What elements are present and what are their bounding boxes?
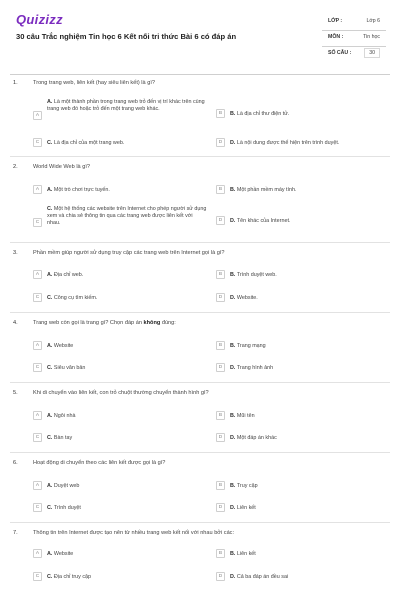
worksheet-header [0,0,400,76]
option-box: D [216,216,225,225]
option-letter: C. [47,573,53,580]
option-letter: C. [47,364,53,371]
option-text: Liên kết [236,550,256,557]
option-box: C [33,218,42,227]
option-text: Website. [236,294,258,301]
option-text: Siêu văn bản [53,364,86,371]
meta-count-label: SỐ CÂU : [328,50,352,56]
option-box: B [216,549,225,558]
question-number: 3. [13,250,18,256]
question-text: Trang web còn gọi là trang gì? Chọn đáp án không đúng: [33,320,176,326]
option-text: Một đáp án khác [236,434,277,441]
option-box: B [216,185,225,194]
option-text: Một trò chơi trực tuyến. [53,186,110,193]
option-letter: B. [230,271,236,278]
option-letter: B. [230,186,236,193]
option-text: Truy cập [236,482,258,489]
question-text: World Wide Web là gì? [33,164,90,170]
option-text: Trình duyệt [53,504,81,511]
header-divider [10,74,390,75]
option-letter: D. [230,294,236,301]
page-title: 30 câu Trắc nghiệm Tin học 6 Kết nối tri thức Bài 6 có đáp án [16,32,237,41]
option-box: A [33,111,42,120]
option-box: C [33,572,42,581]
option-letter: A. [47,271,53,278]
option-box: C [33,433,42,442]
option-box: B [216,411,225,420]
question-number: 2. [13,164,18,170]
meta-count-value: 30 [364,48,380,58]
question-text: Phần mềm giúp người sử dụng truy cập các trang web trên Internet gọi là gì? [33,250,225,256]
option-box: D [216,138,225,147]
option-box: B [216,270,225,279]
emphasis-text: không [143,320,161,326]
option-letter: A. [47,550,53,557]
option-text: Mũi tên [236,412,255,419]
option-text: Trang hình ảnh [236,364,274,371]
meta-subject [322,30,392,46]
option-box: B [216,481,225,490]
option-text: Duyệt web [53,482,80,489]
option-text: Là địa chỉ thư điện tử. [236,110,290,117]
question-text: Thông tin trên Internet được tạo nên từ nhiều trang web kết nối với nhau bởi các: [33,530,235,536]
option-text: Một phần mềm máy tính. [236,186,297,193]
option-box: D [216,433,225,442]
option-letter: A. [47,186,53,193]
quizizz-logo: Quizizz [16,12,63,27]
option-box: A [33,549,42,558]
question-number: 7. [13,530,18,536]
option-text: Bàn tay [53,434,73,441]
option-text: Địa chỉ web. [53,271,84,278]
option-box: D [216,363,225,372]
question-divider [10,522,390,523]
option-letter: C. [47,139,53,146]
option-box: C [33,503,42,512]
question-number: 4. [13,320,18,326]
option-letter: D. [230,573,236,580]
option-letter: B. [230,550,236,557]
option-text: Công cụ tìm kiếm. [53,294,98,301]
option-letter: B. [230,342,236,349]
option-text: Một hệ thống các website trên Internet cho phép người sử dụng xem và chia sẻ thông tin qua các trang web được liên kết với nhau. [47,206,207,226]
meta-subject-value: Tin học [363,34,380,40]
question-divider [10,156,390,157]
option-box: D [216,572,225,581]
question-divider [10,452,390,453]
option-letter: C. [47,206,53,212]
option-letter: D. [230,504,236,511]
option-text: Cả ba đáp án đều sai [236,573,289,580]
option-box: A [33,270,42,279]
option-box: A [33,341,42,350]
option-box: B [216,109,225,118]
meta-count [322,46,392,62]
option-text: Trình duyệt web. [236,271,277,278]
question-number: 5. [13,390,18,396]
option-letter: B. [230,412,236,419]
option-text: Tên khác của Internet. [236,217,291,224]
question-number: 6. [13,460,18,466]
option-letter: A. [47,342,53,349]
option-box: C [33,363,42,372]
option-letter: C. [47,504,53,511]
meta-subject-label: MÔN : [328,34,344,40]
option-box: C [33,293,42,302]
option-letter: B. [230,110,236,117]
option-box: A [33,185,42,194]
option-box: C [33,138,42,147]
option-letter: B. [230,482,236,489]
option-text: Là địa chỉ của một trang web. [53,139,125,146]
meta-class-label: LỚP : [328,18,343,24]
option-box: D [216,503,225,512]
option-box: A [33,411,42,420]
option-letter: D. [230,217,236,224]
option-letter: D. [230,139,236,146]
option-letter: D. [230,434,236,441]
question-number: 1. [13,80,18,86]
option-letter: A. [47,412,53,419]
option-letter: D. [230,364,236,371]
option-text: Là một thành phần trong trang web trỏ đến vị trí khác trên cùng trang web đó hoặc trỏ đến một trang web khác. [47,99,205,112]
question-text: Khi di chuyển vào liên kết, con trỏ chuột thường chuyển thành hình gì? [33,390,209,396]
question-divider [10,312,390,313]
option-letter: A. [47,99,53,105]
option-text: Địa chỉ truy cập [53,573,92,580]
option-letter: C. [47,294,53,301]
option-letter: C. [47,434,53,441]
option-text: Trang mạng [236,342,266,349]
option-text: Website [53,550,74,557]
option-box: D [216,293,225,302]
question-text: Trong trang web, liên kết (hay siêu liên kết) là gì? [33,80,155,86]
question-divider [10,242,390,243]
option-text: Liên kết [236,504,256,511]
option-box: B [216,341,225,350]
option-letter: A. [47,482,53,489]
option-text: Là nội dung được thể hiện trên trình duyệt. [236,139,340,146]
question-divider [10,382,390,383]
option-text: Website [53,342,74,349]
meta-class [322,14,392,30]
option-box: A [33,481,42,490]
option-text: Ngôi nhà [53,412,76,419]
question-text: Hoạt động di chuyển theo các liên kết được gọi là gì? [33,460,166,466]
meta-class-value: Lớp 6 [366,18,380,24]
